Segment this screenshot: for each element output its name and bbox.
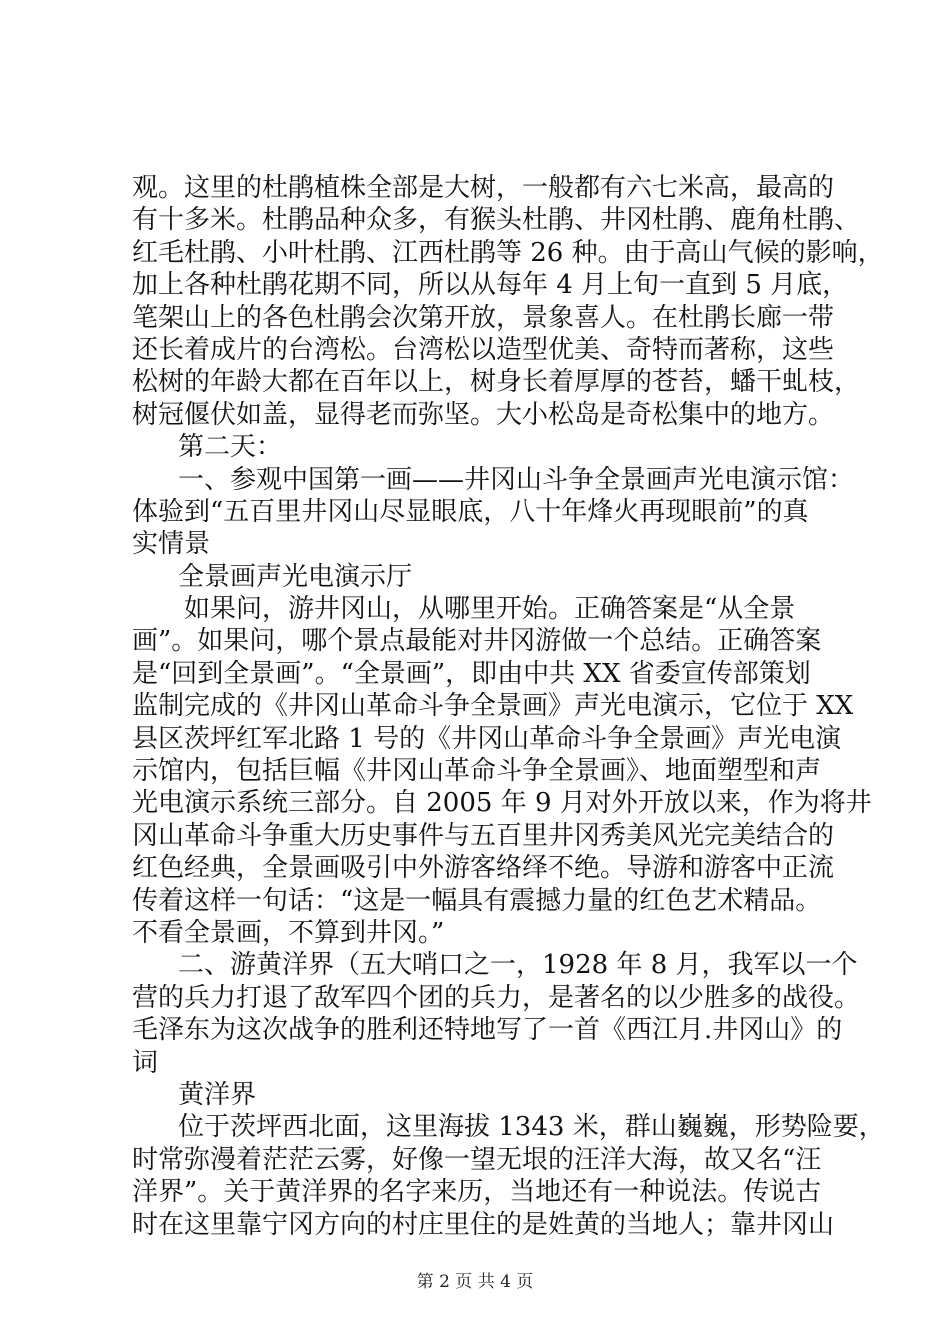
text-line: 位于茨坪西北面，这里海拔 1343 米，群山巍巍，形势险要， (178, 1112, 885, 1143)
text-line: 不看全景画，不算到井冈。” (132, 917, 445, 948)
text-line: 松树的年龄大都在百年以上，树身长着厚厚的苍苔，蟠干虬枝， (132, 367, 861, 398)
text-line: 如果问，游井冈山，从哪里开始。正确答案是“从全景 (184, 594, 796, 625)
text-line: 营的兵力打退了敌军四个团的兵力，是著名的以少胜多的战役。 (132, 982, 861, 1013)
text-line: 词 (132, 1047, 159, 1078)
text-line: 画”。如果问，哪个景点最能对井冈游做一个总结。正确答案 (132, 626, 822, 657)
text-line: 实情景 (132, 529, 211, 560)
text-line: 光电演示系统三部分。自 2005 年 9 月对外开放以来，作为将井 (132, 788, 872, 819)
text-line: 是“回到全景画”。“全景画”，即由中共 XX 省委宣传部策划 (132, 658, 811, 689)
text-line: 县区茨坪红军北路 1 号的《井冈山革命斗争全景画》声光电演 (132, 723, 842, 754)
item-heading-one: 一、参观中国第一画——井冈山斗争全景画声光电演示馆： (178, 464, 855, 495)
text-line: 有十多米。杜鹃品种众多，有猴头杜鹃、井冈杜鹃、鹿角杜鹃、 (132, 205, 861, 236)
page-number-footer: 第 2 页 共 4 页 (416, 1272, 534, 1292)
text-line: 树冠偃伏如盖，显得老而弥坚。大小松岛是奇松集中的地方。 (132, 399, 835, 430)
text-line: 传着这样一句话：“这是一幅具有震撼力量的红色艺术精品。 (132, 885, 822, 916)
text-line: 洋界”。关于黄洋界的名字来历，当地还有一种说法。传说古 (132, 1177, 822, 1208)
text-line: 加上各种杜鹃花期不同，所以从每年 4 月上旬一直到 5 月底， (132, 270, 849, 301)
subheading-panorama-hall: 全景画声光电演示厅 (178, 561, 413, 592)
section-heading-day-two: 第二天： (178, 432, 283, 463)
text-line: 笔架山上的各色杜鹃会次第开放，景象喜人。在杜鹃长廊一带 (132, 302, 835, 333)
text-line: 监制完成的《井冈山革命斗争全景画》声光电演示，它位于 XX (132, 691, 854, 722)
text-line: 冈山革命斗争重大历史事件与五百里井冈秀美风光完美结合的 (132, 820, 835, 851)
text-line: 观。这里的杜鹃植株全部是大树，一般都有六七米高，最高的 (132, 173, 835, 203)
text-line: 示馆内，包括巨幅《井冈山革命斗争全景画》、地面塑型和声 (132, 756, 822, 787)
text-line: 毛泽东为这次战争的胜利还特地写了一首《西江月.井冈山》的 (132, 1015, 843, 1046)
text-line: 时在这里靠宁冈方向的村庄里住的是姓黄的当地人；靠井冈山 (132, 1209, 835, 1240)
subheading-huangyangjie: 黄洋界 (178, 1079, 257, 1110)
item-heading-two: 二、游黄洋界（五大哨口之一，1928 年 8 月，我军以一个 (178, 950, 858, 981)
text-line: 红色经典，全景画吸引中外游客络绎不绝。导游和游客中正流 (132, 853, 835, 884)
text-line: 体验到“五百里井冈山尽显眼底，八十年烽火再现眼前”的真 (132, 496, 809, 527)
text-line: 红毛杜鹃、小叶杜鹃、江西杜鹃等 26 种。由于高山气候的影响， (132, 237, 884, 268)
text-line: 时常弥漫着茫茫云雾，好像一望无垠的汪洋大海，故又名“汪 (132, 1144, 822, 1175)
text-line: 还长着成片的台湾松。台湾松以造型优美、奇特而著称，这些 (132, 334, 835, 365)
document-body (132, 172, 885, 1241)
